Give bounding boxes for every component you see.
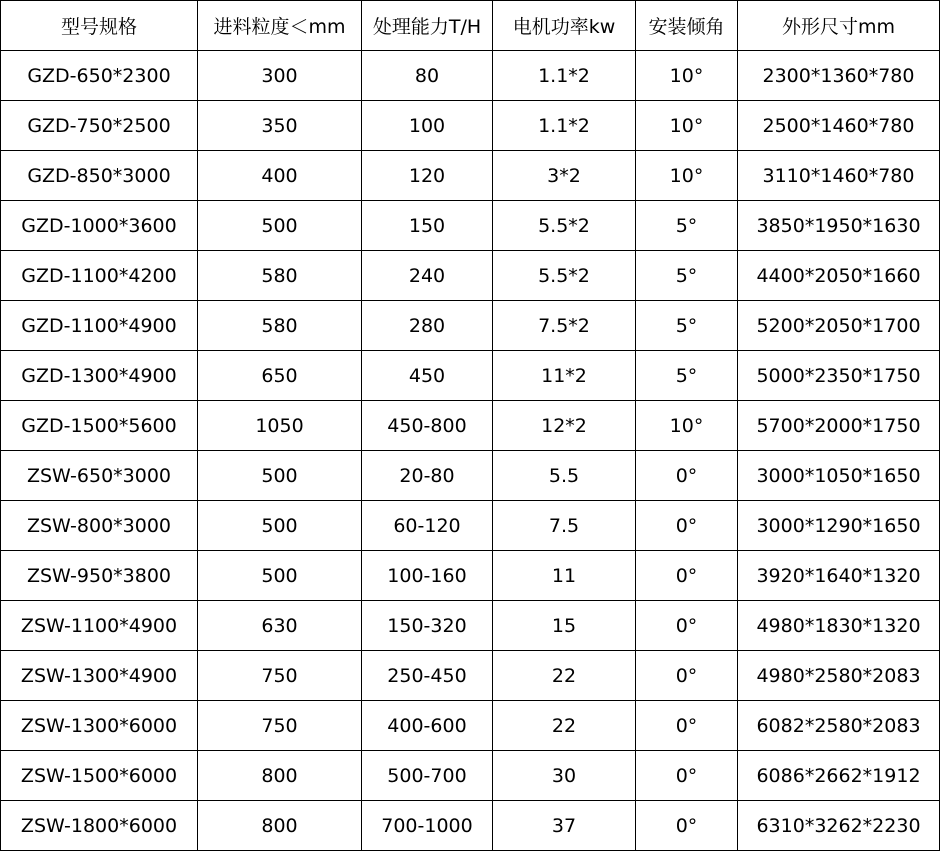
cell-motor-power: 30 bbox=[493, 751, 636, 801]
cell-model: ZSW-950*3800 bbox=[1, 551, 198, 601]
cell-feed-size: 630 bbox=[198, 601, 362, 651]
cell-install-angle: 5° bbox=[636, 351, 738, 401]
cell-dimensions: 4980*2580*2083 bbox=[738, 651, 940, 701]
cell-motor-power: 15 bbox=[493, 601, 636, 651]
table-row bbox=[1, 701, 940, 751]
cell-install-angle: 10° bbox=[636, 51, 738, 101]
cell-dimensions: 4400*2050*1660 bbox=[738, 251, 940, 301]
cell-dimensions: 3110*1460*780 bbox=[738, 151, 940, 201]
cell-motor-power: 3*2 bbox=[493, 151, 636, 201]
cell-dimensions: 6086*2662*1912 bbox=[738, 751, 940, 801]
cell-install-angle: 0° bbox=[636, 751, 738, 801]
cell-model: GZD-650*2300 bbox=[1, 51, 198, 101]
cell-feed-size: 800 bbox=[198, 801, 362, 851]
cell-feed-size: 1050 bbox=[198, 401, 362, 451]
cell-model: ZSW-1300*4900 bbox=[1, 651, 198, 701]
header-motor-power: 电机功率kw bbox=[493, 1, 636, 51]
cell-dimensions: 6082*2580*2083 bbox=[738, 701, 940, 751]
cell-motor-power: 22 bbox=[493, 701, 636, 751]
cell-dimensions: 5200*2050*1700 bbox=[738, 301, 940, 351]
cell-capacity: 60-120 bbox=[362, 501, 493, 551]
cell-motor-power: 37 bbox=[493, 801, 636, 851]
cell-motor-power: 5.5*2 bbox=[493, 201, 636, 251]
cell-dimensions: 3000*1050*1650 bbox=[738, 451, 940, 501]
cell-capacity: 20-80 bbox=[362, 451, 493, 501]
cell-dimensions: 3000*1290*1650 bbox=[738, 501, 940, 551]
table-row bbox=[1, 401, 940, 451]
cell-feed-size: 400 bbox=[198, 151, 362, 201]
cell-install-angle: 0° bbox=[636, 601, 738, 651]
cell-feed-size: 500 bbox=[198, 551, 362, 601]
cell-model: GZD-1300*4900 bbox=[1, 351, 198, 401]
table-row bbox=[1, 151, 940, 201]
cell-capacity: 150 bbox=[362, 201, 493, 251]
cell-feed-size: 300 bbox=[198, 51, 362, 101]
cell-motor-power: 12*2 bbox=[493, 401, 636, 451]
cell-model: ZSW-650*3000 bbox=[1, 451, 198, 501]
cell-dimensions: 2300*1360*780 bbox=[738, 51, 940, 101]
cell-capacity: 100-160 bbox=[362, 551, 493, 601]
cell-capacity: 250-450 bbox=[362, 651, 493, 701]
table-row bbox=[1, 501, 940, 551]
cell-motor-power: 7.5 bbox=[493, 501, 636, 551]
cell-capacity: 150-320 bbox=[362, 601, 493, 651]
cell-capacity: 280 bbox=[362, 301, 493, 351]
table-row bbox=[1, 101, 940, 151]
cell-feed-size: 580 bbox=[198, 251, 362, 301]
cell-feed-size: 750 bbox=[198, 701, 362, 751]
cell-model: ZSW-1500*6000 bbox=[1, 751, 198, 801]
cell-install-angle: 5° bbox=[636, 301, 738, 351]
cell-motor-power: 5.5*2 bbox=[493, 251, 636, 301]
cell-feed-size: 500 bbox=[198, 451, 362, 501]
cell-feed-size: 650 bbox=[198, 351, 362, 401]
cell-dimensions: 3850*1950*1630 bbox=[738, 201, 940, 251]
cell-model: GZD-1500*5600 bbox=[1, 401, 198, 451]
cell-model: GZD-1100*4900 bbox=[1, 301, 198, 351]
cell-install-angle: 10° bbox=[636, 401, 738, 451]
cell-install-angle: 10° bbox=[636, 151, 738, 201]
cell-model: ZSW-1300*6000 bbox=[1, 701, 198, 751]
cell-feed-size: 350 bbox=[198, 101, 362, 151]
cell-feed-size: 500 bbox=[198, 201, 362, 251]
cell-model: ZSW-1100*4900 bbox=[1, 601, 198, 651]
cell-capacity: 80 bbox=[362, 51, 493, 101]
cell-install-angle: 0° bbox=[636, 651, 738, 701]
table-row bbox=[1, 51, 940, 101]
cell-capacity: 450-800 bbox=[362, 401, 493, 451]
cell-model: GZD-750*2500 bbox=[1, 101, 198, 151]
cell-capacity: 500-700 bbox=[362, 751, 493, 801]
cell-install-angle: 0° bbox=[636, 501, 738, 551]
cell-capacity: 100 bbox=[362, 101, 493, 151]
cell-install-angle: 0° bbox=[636, 551, 738, 601]
cell-model: GZD-850*3000 bbox=[1, 151, 198, 201]
header-install-angle: 安装倾角 bbox=[636, 1, 738, 51]
cell-install-angle: 5° bbox=[636, 201, 738, 251]
cell-install-angle: 0° bbox=[636, 801, 738, 851]
cell-capacity: 120 bbox=[362, 151, 493, 201]
table-row bbox=[1, 251, 940, 301]
cell-model: ZSW-800*3000 bbox=[1, 501, 198, 551]
cell-dimensions: 4980*1830*1320 bbox=[738, 601, 940, 651]
cell-dimensions: 5700*2000*1750 bbox=[738, 401, 940, 451]
table-row bbox=[1, 551, 940, 601]
header-capacity: 处理能力T/H bbox=[362, 1, 493, 51]
table-row bbox=[1, 751, 940, 801]
table-row bbox=[1, 651, 940, 701]
table-row bbox=[1, 601, 940, 651]
table-row bbox=[1, 201, 940, 251]
cell-dimensions: 6310*3262*2230 bbox=[738, 801, 940, 851]
table-row bbox=[1, 351, 940, 401]
cell-install-angle: 10° bbox=[636, 101, 738, 151]
cell-capacity: 240 bbox=[362, 251, 493, 301]
cell-motor-power: 1.1*2 bbox=[493, 101, 636, 151]
table-row bbox=[1, 801, 940, 851]
cell-motor-power: 11 bbox=[493, 551, 636, 601]
header-model: 型号规格 bbox=[1, 1, 198, 51]
cell-capacity: 450 bbox=[362, 351, 493, 401]
cell-capacity: 400-600 bbox=[362, 701, 493, 751]
header-feed-size: 进料粒度＜mm bbox=[198, 1, 362, 51]
cell-model: ZSW-1800*6000 bbox=[1, 801, 198, 851]
cell-install-angle: 5° bbox=[636, 251, 738, 301]
cell-dimensions: 3920*1640*1320 bbox=[738, 551, 940, 601]
cell-dimensions: 5000*2350*1750 bbox=[738, 351, 940, 401]
cell-model: GZD-1100*4200 bbox=[1, 251, 198, 301]
cell-motor-power: 22 bbox=[493, 651, 636, 701]
cell-feed-size: 500 bbox=[198, 501, 362, 551]
cell-install-angle: 0° bbox=[636, 451, 738, 501]
table-row bbox=[1, 451, 940, 501]
cell-feed-size: 800 bbox=[198, 751, 362, 801]
cell-motor-power: 11*2 bbox=[493, 351, 636, 401]
cell-motor-power: 7.5*2 bbox=[493, 301, 636, 351]
cell-model: GZD-1000*3600 bbox=[1, 201, 198, 251]
cell-feed-size: 750 bbox=[198, 651, 362, 701]
cell-capacity: 700-1000 bbox=[362, 801, 493, 851]
cell-motor-power: 5.5 bbox=[493, 451, 636, 501]
cell-motor-power: 1.1*2 bbox=[493, 51, 636, 101]
cell-feed-size: 580 bbox=[198, 301, 362, 351]
cell-dimensions: 2500*1460*780 bbox=[738, 101, 940, 151]
header-row bbox=[1, 1, 940, 51]
header-dimensions: 外形尺寸mm bbox=[738, 1, 940, 51]
table-row bbox=[1, 301, 940, 351]
cell-install-angle: 0° bbox=[636, 701, 738, 751]
